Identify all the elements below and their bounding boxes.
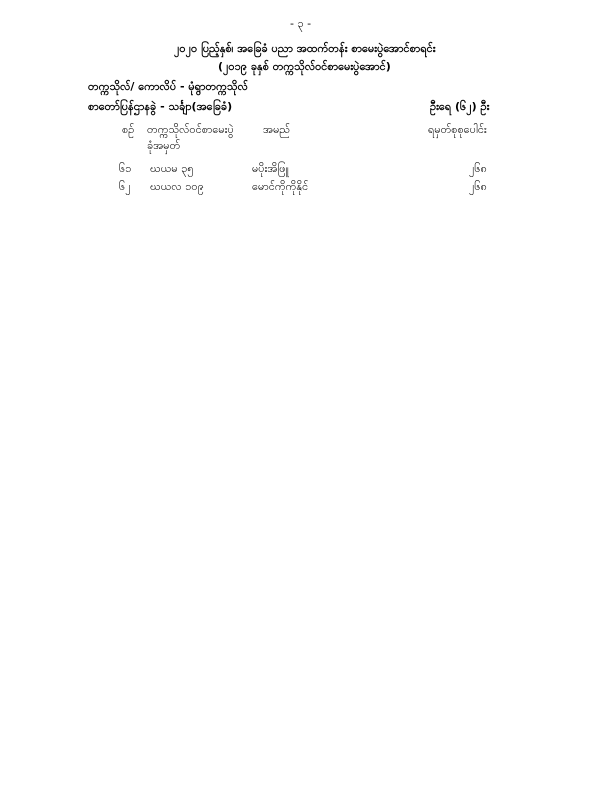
header-marks: ရမှတ်စုစုပေါင်း [428,123,487,136]
row-roll: ဃယလ ၁၀၉ [150,180,204,193]
row-roll: ဃယမ ၃၅ [150,162,194,175]
heading-title: ၂၀၂၀ ပြည့်နှစ်၊ အခြေခံ ပညာ အထက်တန်း စာမေးပွဲအောင်စာရင်း [174,42,436,55]
page-number: - ၃ - [290,17,312,30]
row-no: ၆၁ [119,162,132,175]
header-no: စဉ် [122,123,135,136]
heading-subtitle: (၂၀၁၉ ခုနှစ် တက္ကသိုလ်ဝင်စာမေးပွဲအောင်) [218,60,391,73]
exam-center-label: စာတော်ပြန်ဌာနခွဲ - သင်္ချာ(အခြေခံ) [88,100,233,113]
row-name: မောင်ကိုကိုနိုင် [252,180,309,193]
row-name: မပိုးအိဖြူ [252,162,289,175]
header-roll-sub: ခုံအမှတ် [147,139,181,152]
row-marks: ၂၆၈ [469,162,487,175]
header-name: အမည် [263,123,291,136]
row-marks: ၂၆၈ [469,180,487,193]
university-label: တက္ကသိုလ်/ ကောလိပ် - မုံရွာတက္ကသိုလ် [88,80,248,93]
row-no: ၆၂ [119,180,131,193]
total-count: ဦးရေ (၆၂) ဦး [430,100,490,113]
header-roll: တက္ကသိုလ်ဝင်စာမေးပွဲ [147,123,234,136]
